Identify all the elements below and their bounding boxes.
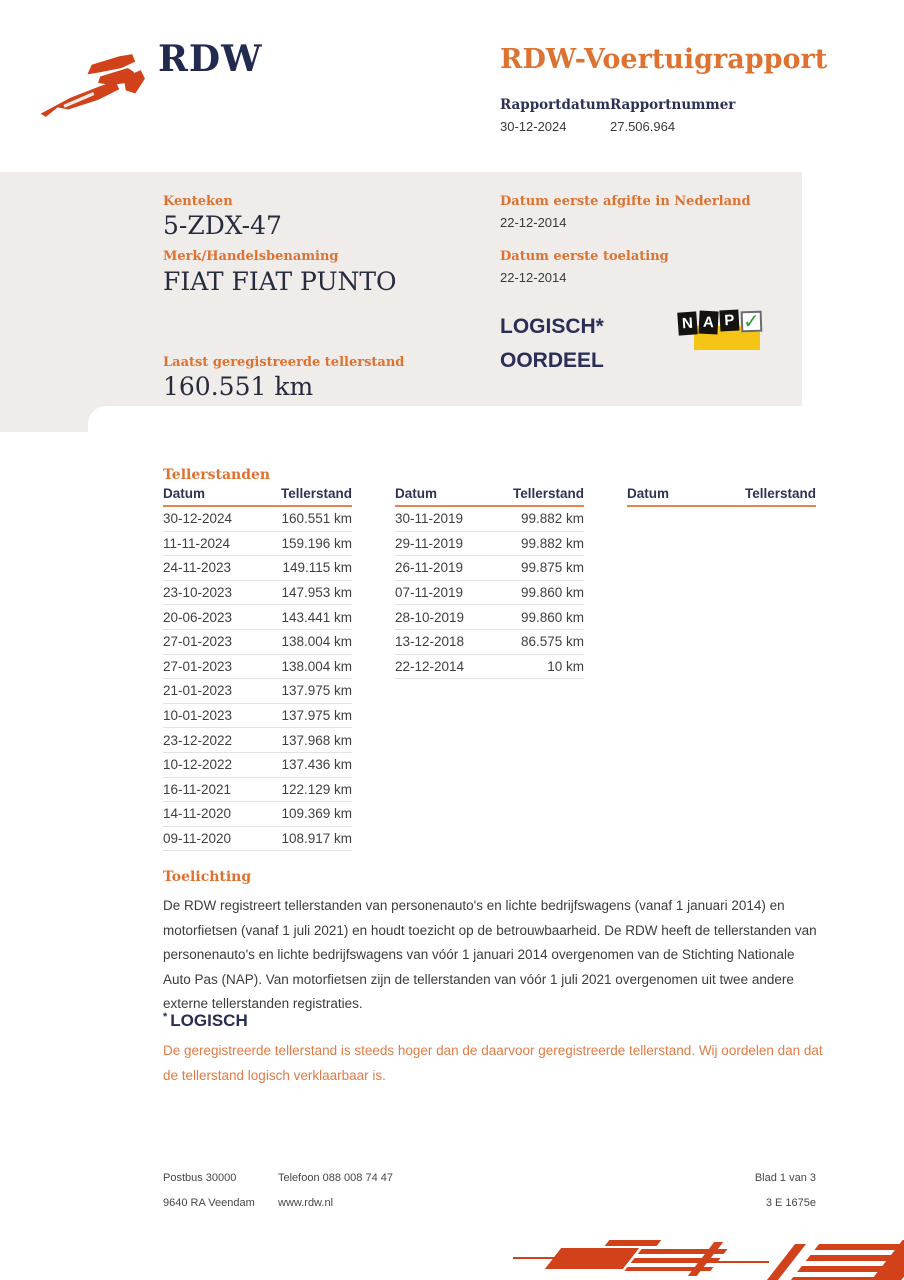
- table-row: [163, 704, 352, 729]
- table-row: [163, 778, 352, 803]
- row-tellerstand: 109.369 km: [281, 806, 352, 822]
- row-datum: 26-11-2019: [395, 560, 464, 576]
- summary-band-rounded-cover: [88, 406, 904, 432]
- row-datum: 23-12-2022: [163, 732, 233, 748]
- row-datum: 27-01-2023: [163, 634, 233, 650]
- row-datum: 22-12-2014: [395, 658, 465, 674]
- rdw-logo-text: RDW: [158, 38, 263, 80]
- row-tellerstand: 147.953 km: [281, 585, 352, 601]
- row-datum: 27-01-2023: [163, 658, 233, 674]
- table-row: [163, 507, 352, 532]
- nap-letter-n: N: [677, 311, 698, 335]
- footer-address-line1: Postbus 30000: [163, 1172, 237, 1184]
- table-row: [395, 556, 584, 581]
- col-header-datum: Datum: [395, 486, 438, 501]
- footer-phone: Telefoon 088 008 74 47: [278, 1172, 393, 1184]
- table-row: [163, 605, 352, 630]
- table-row: [163, 827, 352, 852]
- table-row: [163, 630, 352, 655]
- row-tellerstand: 99.875 km: [520, 560, 584, 576]
- table-row: [163, 581, 352, 606]
- footer-address-line2: 9640 RA Veendam: [163, 1197, 255, 1209]
- table-row: [395, 605, 584, 630]
- row-tellerstand: 138.004 km: [281, 634, 352, 650]
- table-row: [395, 581, 584, 606]
- nap-logo: [678, 312, 768, 354]
- row-datum: 10-01-2023: [163, 708, 233, 724]
- kenteken-value: 5-ZDX-47: [163, 211, 282, 240]
- col-header-datum: Datum: [163, 486, 206, 501]
- table-row: [163, 556, 352, 581]
- kenteken-label: Kenteken: [163, 194, 233, 209]
- table-row: [163, 532, 352, 557]
- report-number-value: 27.506.964: [610, 119, 676, 134]
- summary-band: [0, 172, 802, 432]
- footer-form-code: 3 E 1675e: [765, 1197, 816, 1209]
- row-tellerstand: 138.004 km: [281, 658, 352, 674]
- row-tellerstand: 99.860 km: [520, 609, 584, 625]
- afgifte-label: Datum eerste afgifte in Nederland: [500, 194, 751, 209]
- table-row: [395, 507, 584, 532]
- toelating-value: 22-12-2014: [500, 270, 567, 285]
- table-row: [163, 655, 352, 680]
- tellerstanden-table-group-3: [627, 486, 816, 851]
- row-tellerstand: 159.196 km: [281, 535, 352, 551]
- table-row: [163, 728, 352, 753]
- footer-page-indicator: Blad 1 van 3: [754, 1172, 816, 1184]
- table-row: [163, 753, 352, 778]
- tellerstanden-section-title: Tellerstanden: [163, 467, 271, 483]
- oordeel-line1: LOGISCH*: [500, 315, 604, 338]
- table-row: [163, 802, 352, 827]
- row-tellerstand: 137.436 km: [281, 757, 352, 773]
- nap-checkmark-icon: ✓: [741, 311, 763, 333]
- nap-letter-p: P: [719, 310, 739, 332]
- toelichting-body: De RDW registreert tellerstanden van personenauto's en lichte bedrijfswagens (vanaf 1 januari 2014) en motorfietsen (vanaf 1 juli 2021) en houdt toezicht op de betrouwbaarheid. De RDW heeft de tellerstanden van personenauto's en lichte bedrijfswagens van vóór 1 januari 2014 overgenomen van de Stichting Nationale Auto Pas (NAP). Van motorfietsen zijn de tellerstanden van vóór 1 juli 2021 overgenomen uit twee andere externe tellerstanden registraties.: [163, 898, 817, 1011]
- row-datum: 07-11-2019: [395, 585, 464, 601]
- rdw-feather-logo-icon: [38, 52, 156, 118]
- col-header-tellerstand: Tellerstand: [512, 486, 584, 501]
- page-title: RDW-Voertuigrapport: [500, 44, 828, 75]
- merk-label: Merk/Handelsbenaming: [163, 249, 339, 264]
- col-header-tellerstand: Tellerstand: [744, 486, 816, 501]
- row-tellerstand: 122.129 km: [281, 781, 352, 797]
- row-datum: 30-11-2019: [395, 511, 464, 527]
- row-datum: 23-10-2023: [163, 585, 233, 601]
- speed-lines-graphic-icon: [505, 1238, 904, 1280]
- row-datum: 09-11-2020: [163, 831, 232, 847]
- row-tellerstand: 160.551 km: [281, 511, 352, 527]
- tellerstanden-table-group-2: [395, 486, 584, 851]
- row-datum: 30-12-2024: [163, 511, 233, 527]
- report-date-label: Rapportdatum: [500, 97, 611, 113]
- nap-letter-a: A: [698, 311, 718, 335]
- logisch-heading-text: LOGISCH: [170, 1011, 248, 1030]
- row-datum: 24-11-2023: [163, 560, 232, 576]
- col-header-datum: Datum: [627, 486, 670, 501]
- row-tellerstand: 137.975 km: [281, 708, 352, 724]
- row-datum: 20-06-2023: [163, 609, 233, 625]
- table-row: [395, 630, 584, 655]
- table-row: [395, 655, 584, 680]
- row-datum: 29-11-2019: [395, 535, 464, 551]
- row-datum: 10-12-2022: [163, 757, 233, 773]
- table-row: [163, 679, 352, 704]
- report-number-label: Rapportnummer: [610, 97, 736, 113]
- oordeel-text: [500, 310, 604, 378]
- row-tellerstand: 108.917 km: [281, 831, 352, 847]
- table-row: [395, 532, 584, 557]
- row-tellerstand: 99.882 km: [520, 511, 584, 527]
- row-tellerstand: 86.575 km: [520, 634, 584, 650]
- row-datum: 13-12-2018: [395, 634, 465, 650]
- oordeel-line2: OORDEEL: [500, 349, 604, 372]
- row-tellerstand: 99.860 km: [520, 585, 584, 601]
- merk-value: FIAT FIAT PUNTO: [163, 267, 397, 296]
- logisch-explanation: De geregistreerde tellerstand is steeds hoger dan de daarvoor geregistreerde tellerstand. Wij oordelen dan dat de tellerstand logisch verklaarbaar is.: [163, 1043, 823, 1083]
- logisch-asterisk: *: [163, 1011, 168, 1023]
- logisch-heading: [163, 1011, 248, 1031]
- tellerstanden-table-group-1: [163, 486, 352, 851]
- row-datum: 14-11-2020: [163, 806, 232, 822]
- tellerstanden-tables: [163, 486, 816, 851]
- footer-website: www.rdw.nl: [278, 1197, 334, 1209]
- toelating-label: Datum eerste toelating: [500, 249, 669, 264]
- row-tellerstand: 10 km: [547, 658, 584, 674]
- laatste-tellerstand-value: 160.551 km: [163, 372, 314, 401]
- afgifte-value: 22-12-2014: [500, 215, 567, 230]
- row-tellerstand: 143.441 km: [281, 609, 352, 625]
- row-tellerstand: 137.975 km: [281, 683, 352, 699]
- row-datum: 11-11-2024: [163, 535, 231, 551]
- toelichting-section-title: Toelichting: [163, 869, 252, 885]
- laatste-tellerstand-label: Laatst geregistreerde tellerstand: [163, 355, 405, 370]
- row-tellerstand: 149.115 km: [282, 560, 352, 576]
- row-datum: 28-10-2019: [395, 609, 465, 625]
- report-date-value: 30-12-2024: [500, 119, 567, 134]
- col-header-tellerstand: Tellerstand: [280, 486, 352, 501]
- row-datum: 16-11-2021: [163, 781, 232, 797]
- row-datum: 21-01-2023: [163, 683, 233, 699]
- row-tellerstand: 99.882 km: [520, 535, 584, 551]
- row-tellerstand: 137.968 km: [281, 732, 352, 748]
